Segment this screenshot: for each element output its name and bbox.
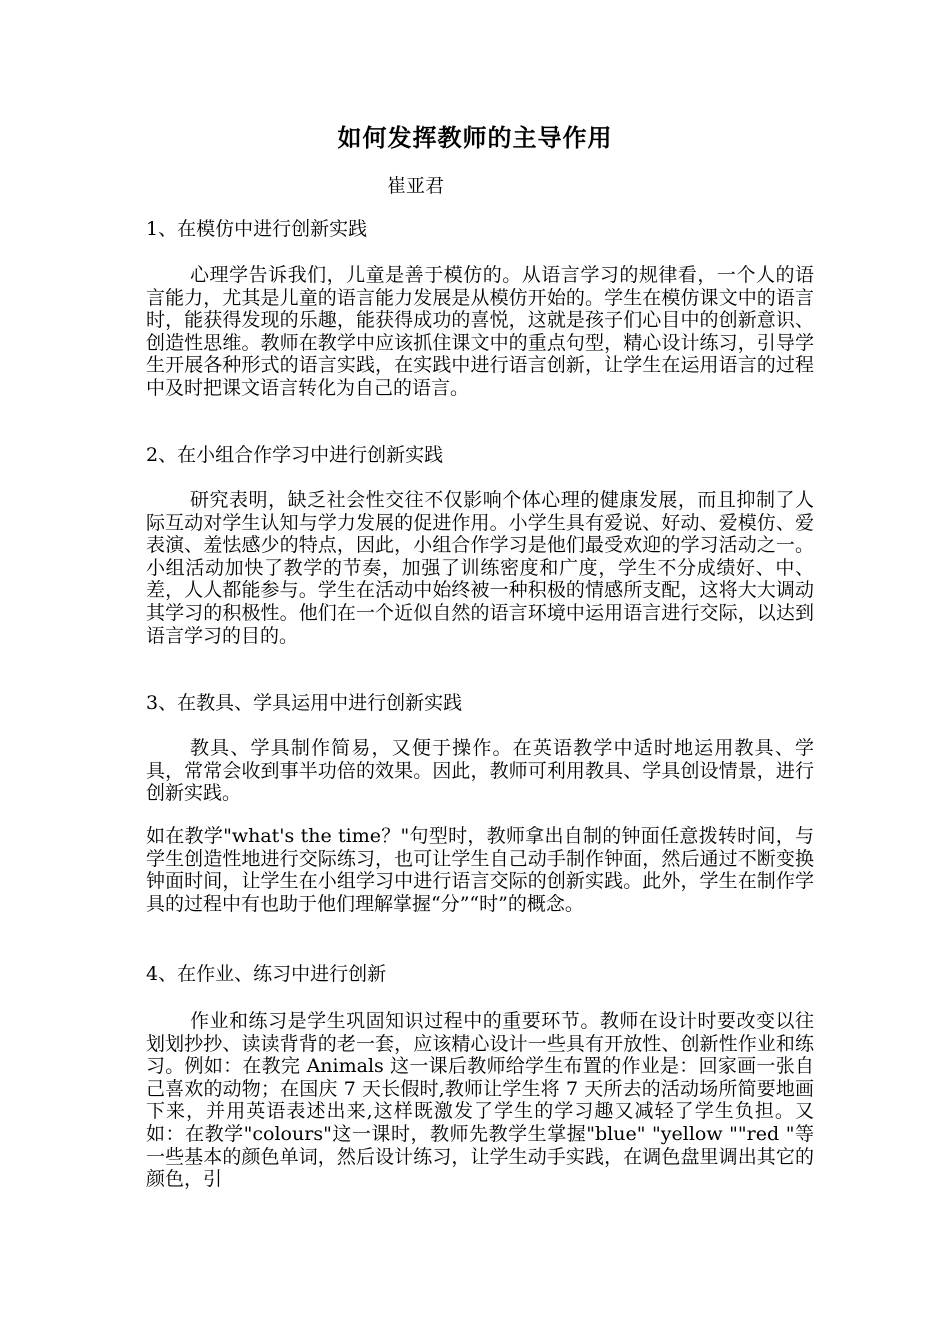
section-3-paragraph-1: 教具、学具制作简易，又便于操作。在英语教学中适时地运用教具、学具，常常会收到事半功倍的效果。因此，教师可利用教具、学具创设情景，进行创新实践。 bbox=[146, 737, 814, 805]
section-1-paragraph-1: 心理学告诉我们，儿童是善于模仿的。从语言学习的规律看，一个人的语言能力，尤其是儿童的语言能力发展是从模仿开始的。学生在模仿课文中的语言时，能获得发现的乐趣，能获得成功的喜悦，这就是孩子们心目中的创新意识、创造性思维。教师在教学中应该抓住课文中的重点句型，精心设计练习，引导学生开展各种形式的语言实践，在实践中进行语言创新，让学生在运用语言的过程中及时把课文语言转化为自己的语言。 bbox=[146, 264, 814, 399]
section-3-paragraph-2: 如在教学"what's the time？"句型时，教师拿出自制的钟面任意拨转时间，与学生创造性地进行交际练习，也可让学生自己动手制作钟面，然后通过不断变换钟面时间，让学生在小组学习中进行语言交际的创新实践。此外，学生在制作学具的过程中有也助于他们理解掌握“分”“时”的概念。 bbox=[146, 825, 814, 915]
section-4-heading: 4、在作业、练习中进行创新 bbox=[146, 963, 387, 985]
document-title: 如何发挥教师的主导作用 bbox=[337, 123, 613, 152]
document-author: 崔亚君 bbox=[387, 175, 445, 197]
section-2-paragraph-1: 研究表明，缺乏社会性交往不仅影响个体心理的健康发展，而且抑制了人际互动对学生认知与学力发展的促进作用。小学生具有爱说、好动、爱模仿、爱表演、羞怯感少的特点，因此，小组合作学习是他们最受欢迎的学习活动之一。小组活动加快了教学的节奏，加强了训练密度和广度，学生不分成绩好、中、差，人人都能参与。学生在活动中始终被一种积极的情感所支配，这将大大调动其学习的积极性。他们在一个近似自然的语言环境中运用语言进行交际，以达到语言学习的目的。 bbox=[146, 489, 814, 647]
section-1-heading: 1、在模仿中进行创新实践 bbox=[146, 218, 368, 240]
section-4-paragraph-1: 作业和练习是学生巩固知识过程中的重要环节。教师在设计时要改变以往划划抄抄、读读背背的老一套，应该精心设计一些具有开放性、创新性作业和练习。例如：在教完 Animals 这一课后教师给学生布置的作业是：回家画一张自己喜欢的动物；在国庆 7 天长假时,教师让学生将 7 天所去的活动场所简要地画下来，并用英语表述出来,这样既激发了学生的学习趣又减轻了学生负担。又如：在教学"colours"这一课时，教师先教学生掌握"blue" "yellow ""red "等一些基本的颜色单词，然后设计练习，让学生动手实践，在调色盘里调出其它的颜色，引 bbox=[146, 1010, 814, 1191]
section-3-heading: 3、在教具、学具运用中进行创新实践 bbox=[146, 692, 463, 714]
section-2-heading: 2、在小组合作学习中进行创新实践 bbox=[146, 444, 444, 466]
